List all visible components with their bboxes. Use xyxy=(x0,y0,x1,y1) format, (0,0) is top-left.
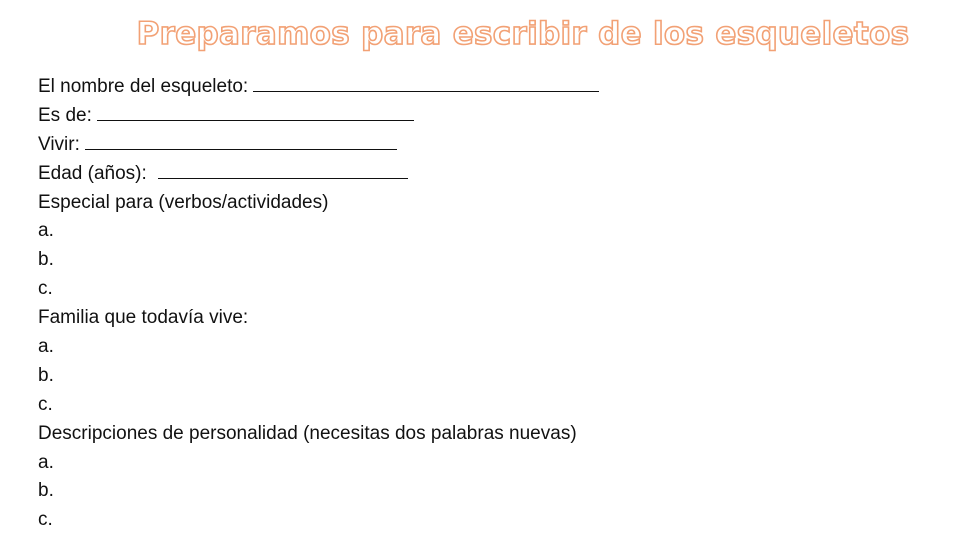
personalidad-heading: Descripciones de personalidad (necesitas dos palabras nuevas) xyxy=(38,422,577,444)
es-de-field-row xyxy=(38,102,938,131)
especial-item-b: b. xyxy=(38,249,54,271)
especial-heading: Especial para (verbos/actividades) xyxy=(38,191,329,213)
familia-item-c: c. xyxy=(38,393,53,415)
es-de-blank-line xyxy=(97,103,414,121)
page-title: Preparamos para escribir de los esqueletos xyxy=(136,16,910,52)
name-field-row xyxy=(38,73,938,102)
familia-heading: Familia que todavía vive: xyxy=(38,307,249,329)
name-blank-line xyxy=(253,74,599,92)
especial-item-a: a. xyxy=(38,220,54,242)
edad-field-label: Edad (años): xyxy=(38,162,147,184)
especial-item-c: c. xyxy=(38,278,53,300)
es-de-field-label: Es de: xyxy=(38,104,92,126)
personalidad-item-a: a. xyxy=(38,451,54,473)
personalidad-item-c: c. xyxy=(38,509,53,531)
vivir-field-row xyxy=(38,131,938,160)
familia-item-a: a. xyxy=(38,336,54,358)
name-field-label: El nombre del esqueleto: xyxy=(38,76,249,97)
vivir-blank-line xyxy=(85,132,397,150)
familia-item-b: b. xyxy=(38,364,54,386)
vivir-field-label: Vivir: xyxy=(38,133,80,155)
personalidad-item-b: b. xyxy=(38,480,54,502)
edad-field-row xyxy=(38,160,938,189)
worksheet-body xyxy=(38,73,938,535)
edad-blank-line xyxy=(158,161,408,179)
